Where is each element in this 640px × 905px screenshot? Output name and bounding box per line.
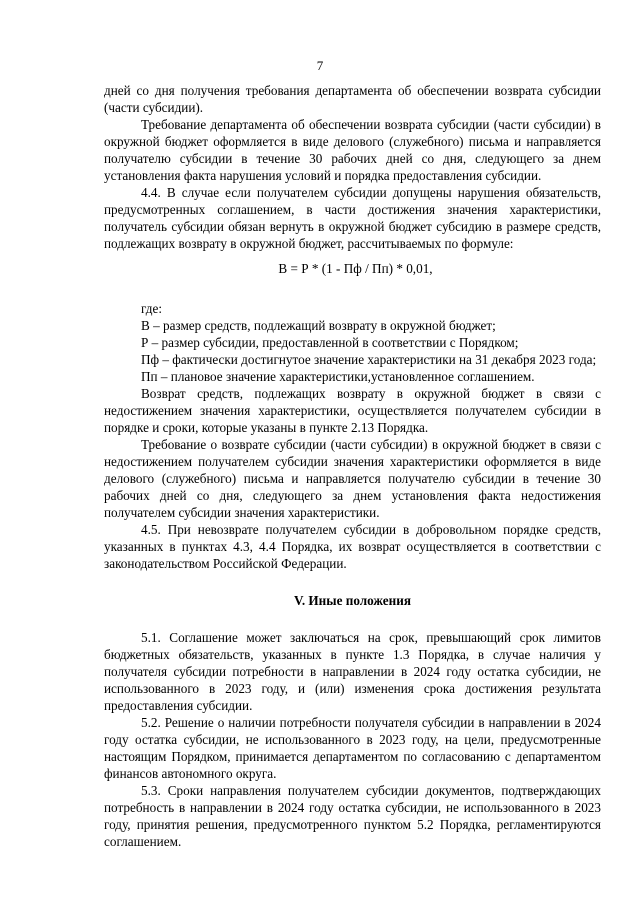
paragraph-refund: Возврат средств, подлежащих возврату в окружной бюджет в связи с недостижением значения характеристики, осуществляется получателем субсидии в порядке и сроки, которые указаны в пункте 2.13 Порядка. bbox=[104, 386, 601, 435]
paragraph-4-4: 4.4. В случае если получателем субсидии допущены нарушения обязательств, предусмотренных соглашением, в части достижения значения характеристики, получатель субсидии обязан вернуть в окружной бюджет субсидию в размере средств, подлежащих возврату в окружной бюджет, рассчитываемых по формуле: bbox=[104, 185, 601, 251]
paragraph-refund-requirement: Требование о возврате субсидии (части субсидии) в окружной бюджет в связи с недостижением получателем субсидии значения характеристики оформляется в виде делового (служебного) письма и направляется получателю субсидии в течение 30 рабочих дней со дня, следующего за днем установления факта недостижения получателем субсидии значения характеристики. bbox=[104, 437, 601, 520]
paragraph-continuation: дней со дня получения требования департамента об обеспечении возврата субсидии (части субсидии). bbox=[104, 83, 601, 115]
definition-r: Р – размер субсидии, предоставленной в соответствии с Порядком; bbox=[141, 335, 519, 350]
section-heading: V. Иные положения bbox=[294, 593, 411, 608]
definition-b: В – размер средств, подлежащий возврату в окружной бюджет; bbox=[141, 318, 496, 333]
paragraph-5-3: 5.3. Сроки направления получателем субсидии документов, подтверждающих потребность в направлении в 2024 году остатка субсидии, не использованного в 2023 году, принятия решения, предусмотренного пунктом 5.2 Порядка, регламентируются соглашением. bbox=[104, 783, 601, 849]
page-number: 7 bbox=[316, 58, 324, 73]
paragraph-4-5: 4.5. При невозврате получателем субсидии в добровольном порядке средств, указанных в пунктах 4.3, 4.4 Порядка, их возврат осуществляется в соответствии с законодательством Российской Федерации. bbox=[104, 522, 601, 571]
paragraph-return-requirement: Требование департамента об обеспечении возврата субсидии (части субсидии) в окружной бюджет оформляется в виде делового (служебного) письма и направляется получателю субсидии в течение 30 рабочих дней со дня, следующего за днем установления факта нарушения условий и порядка предоставления субсидии. bbox=[104, 117, 601, 183]
definitions-intro: где: bbox=[141, 301, 162, 316]
paragraph-5-2: 5.2. Решение о наличии потребности получателя субсидии в направлении в 2024 году остатка субсидии, не использованного в 2023 году, на цели, предусмотренные настоящим Порядком, принимается департаментом по согласованию с департаментом финансов автономного округа. bbox=[104, 715, 601, 781]
definition-pf: Пф – фактически достигнутое значение характеристики на 31 декабря 2023 года; bbox=[141, 352, 597, 367]
definition-pp: Пп – плановое значение характеристики,установленное соглашением. bbox=[141, 369, 535, 384]
document-body bbox=[104, 82, 601, 850]
formula: В = Р * (1 - Пф / Пп) * 0,01, bbox=[278, 261, 433, 276]
paragraph-5-1: 5.1. Соглашение может заключаться на срок, превышающий срок лимитов бюджетных обязательств, указанных в пункте 1.3 Порядка, в случае наличия у получателя субсидии потребности в направлении в 2024 году остатка субсидии, не использованного в 2023 году, и (или) изменения срока достижения результата предоставления субсидии. bbox=[104, 630, 601, 713]
